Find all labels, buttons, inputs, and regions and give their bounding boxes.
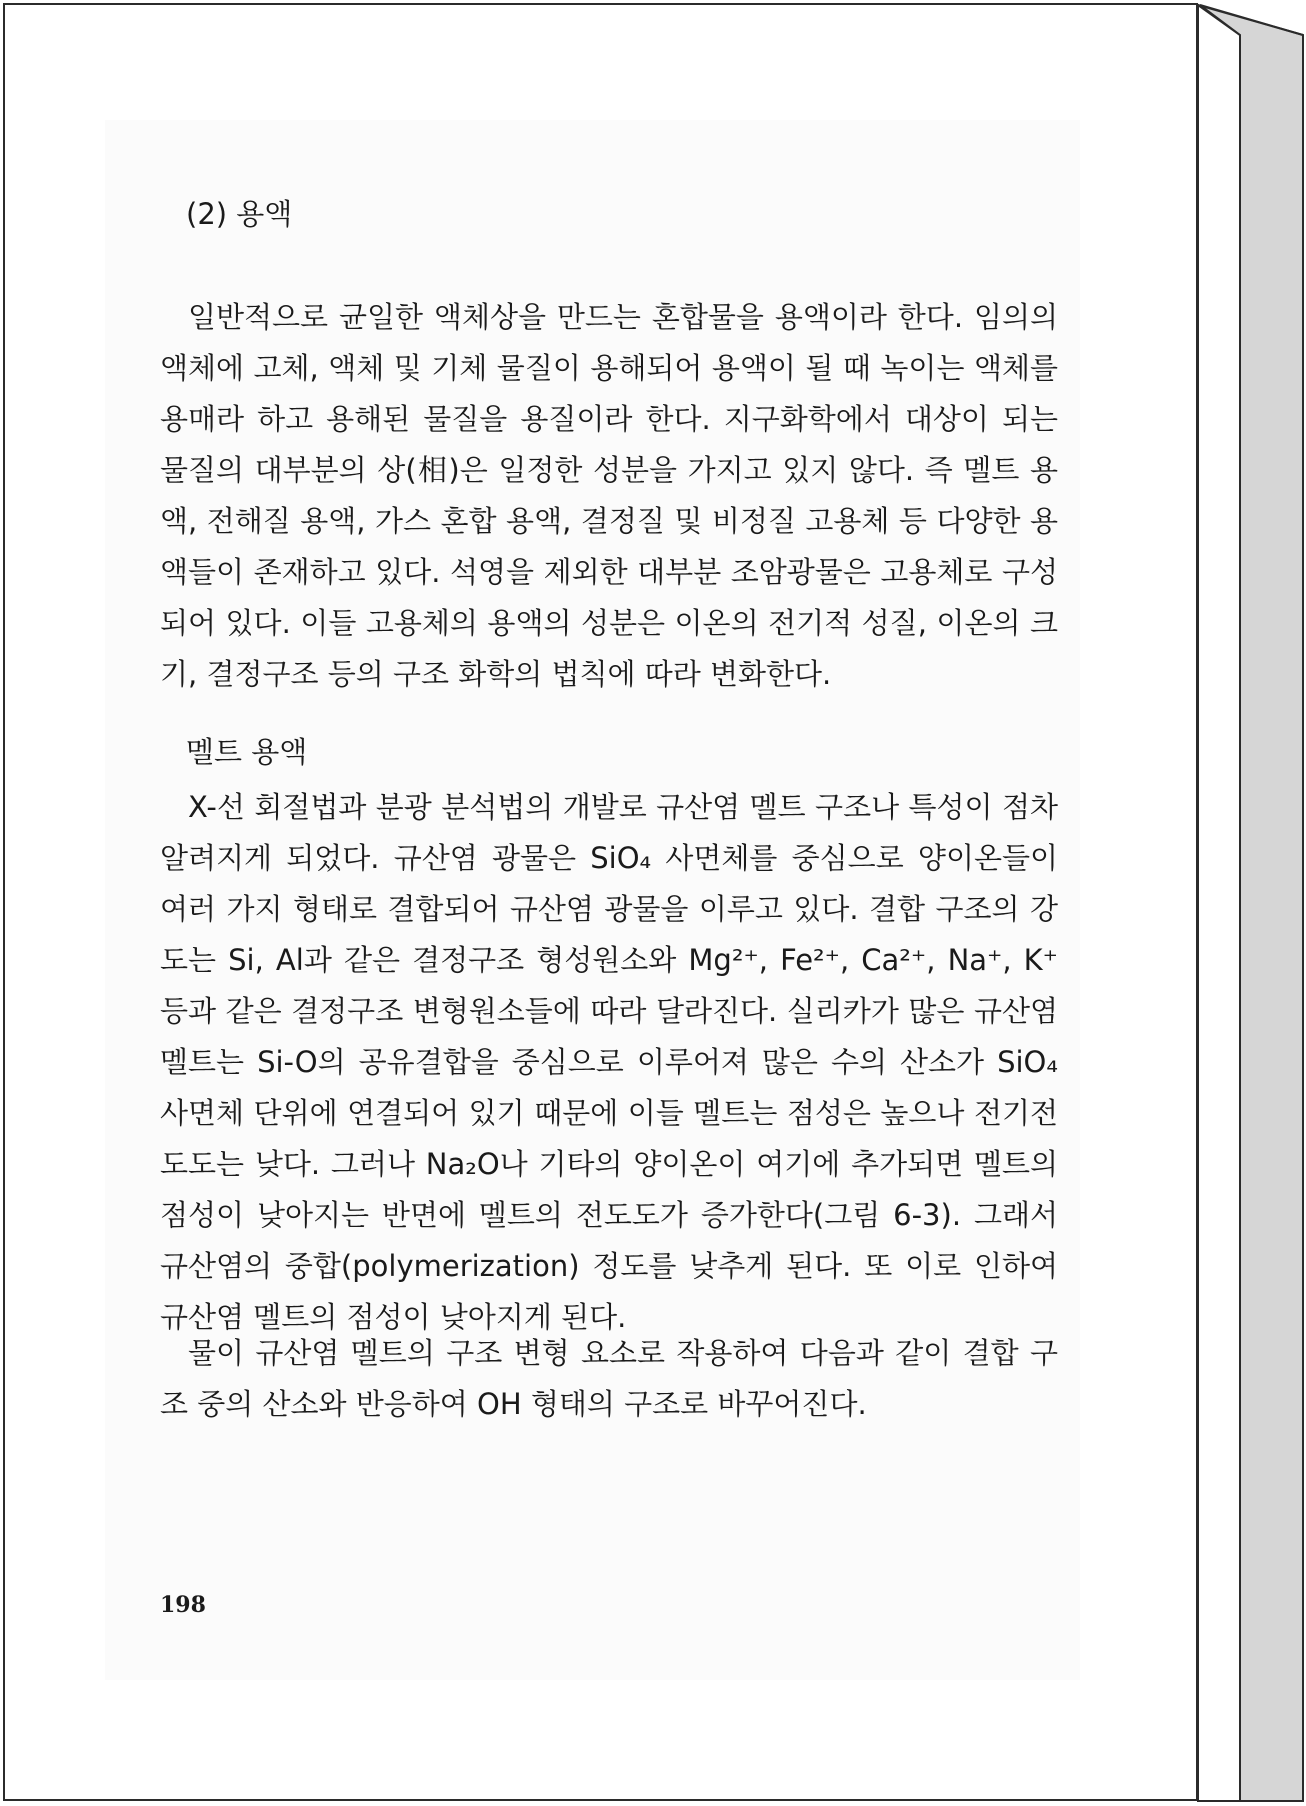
page-number: 198: [160, 1592, 206, 1618]
body-paragraph-3: 물이 규산염 멜트의 구조 변형 요소로 작용하여 다음과 같이 결합 구조 중의 산소와 반응하여 OH 형태의 구조로 바꾸어진다.: [160, 1336, 1058, 1421]
body-paragraph-1: 일반적으로 균일한 액체상을 만드는 혼합물을 용액이라 한다. 임의의 액체에 고체, 액체 및 기체 물질이 용해되어 용액이 될 때 녹이는 액체를 용매라 하고 용해된 물질을 용질이라 한다. 지구화학에서 대상이 되는 물질의 대부분의 상(相)은 일정한 성분을 가지고 있지 않다. 즉 멜트 용액, 전해질 용액, 가스 혼합 용액, 결정질 및 비정질 고용체 등 다양한 용액들이 존재하고 있다. 석영을 제외한 대부분 조암광물은 고용체로 구성되어 있다. 이들 고용체의 용액의 성분은 이온의 전기적 성질, 이온의 크기, 결정구조 등의 구조 화학의 법칙에 따라 변화한다.: [160, 300, 1058, 691]
section-heading: (2) 용액: [186, 197, 293, 231]
body-paragraph-2: X-선 회절법과 분광 분석법의 개발로 규산염 멜트 구조나 특성이 점차 알려지게 되었다. 규산염 광물은 SiO₄ 사면체를 중심으로 양이온들이 여러 가지 형태로 결합되어 규산염 광물을 이루고 있다. 결합 구조의 강도는 Si, Al과 같은 결정구조 형성원소와 Mg²⁺, Fe²⁺, Ca²⁺, Na⁺, K⁺ 등과 같은 결정구조 변형원소들에 따라 달라진다. 실리카가 많은 규산염 멜트는 Si-O의 공유결합을 중심으로 이루어져 많은 수의 산소가 SiO₄ 사면체 단위에 연결되어 있기 때문에 이들 멜트는 점성은 높으나 전기전도도는 낮다. 그러나 Na₂O나 기타의 양이온이 여기에 추가되면 멜트의 점성이 낮아지는 반면에 멜트의 전도도가 증가한다(그림 6-3). 그래서 규산염의 중합(polymerization) 정도를 낮추게 된다. 또 이로 인하여 규산염 멜트의 점성이 낮아지게 된다.: [160, 790, 1058, 1334]
sub-heading: 멜트 용액: [186, 735, 308, 769]
